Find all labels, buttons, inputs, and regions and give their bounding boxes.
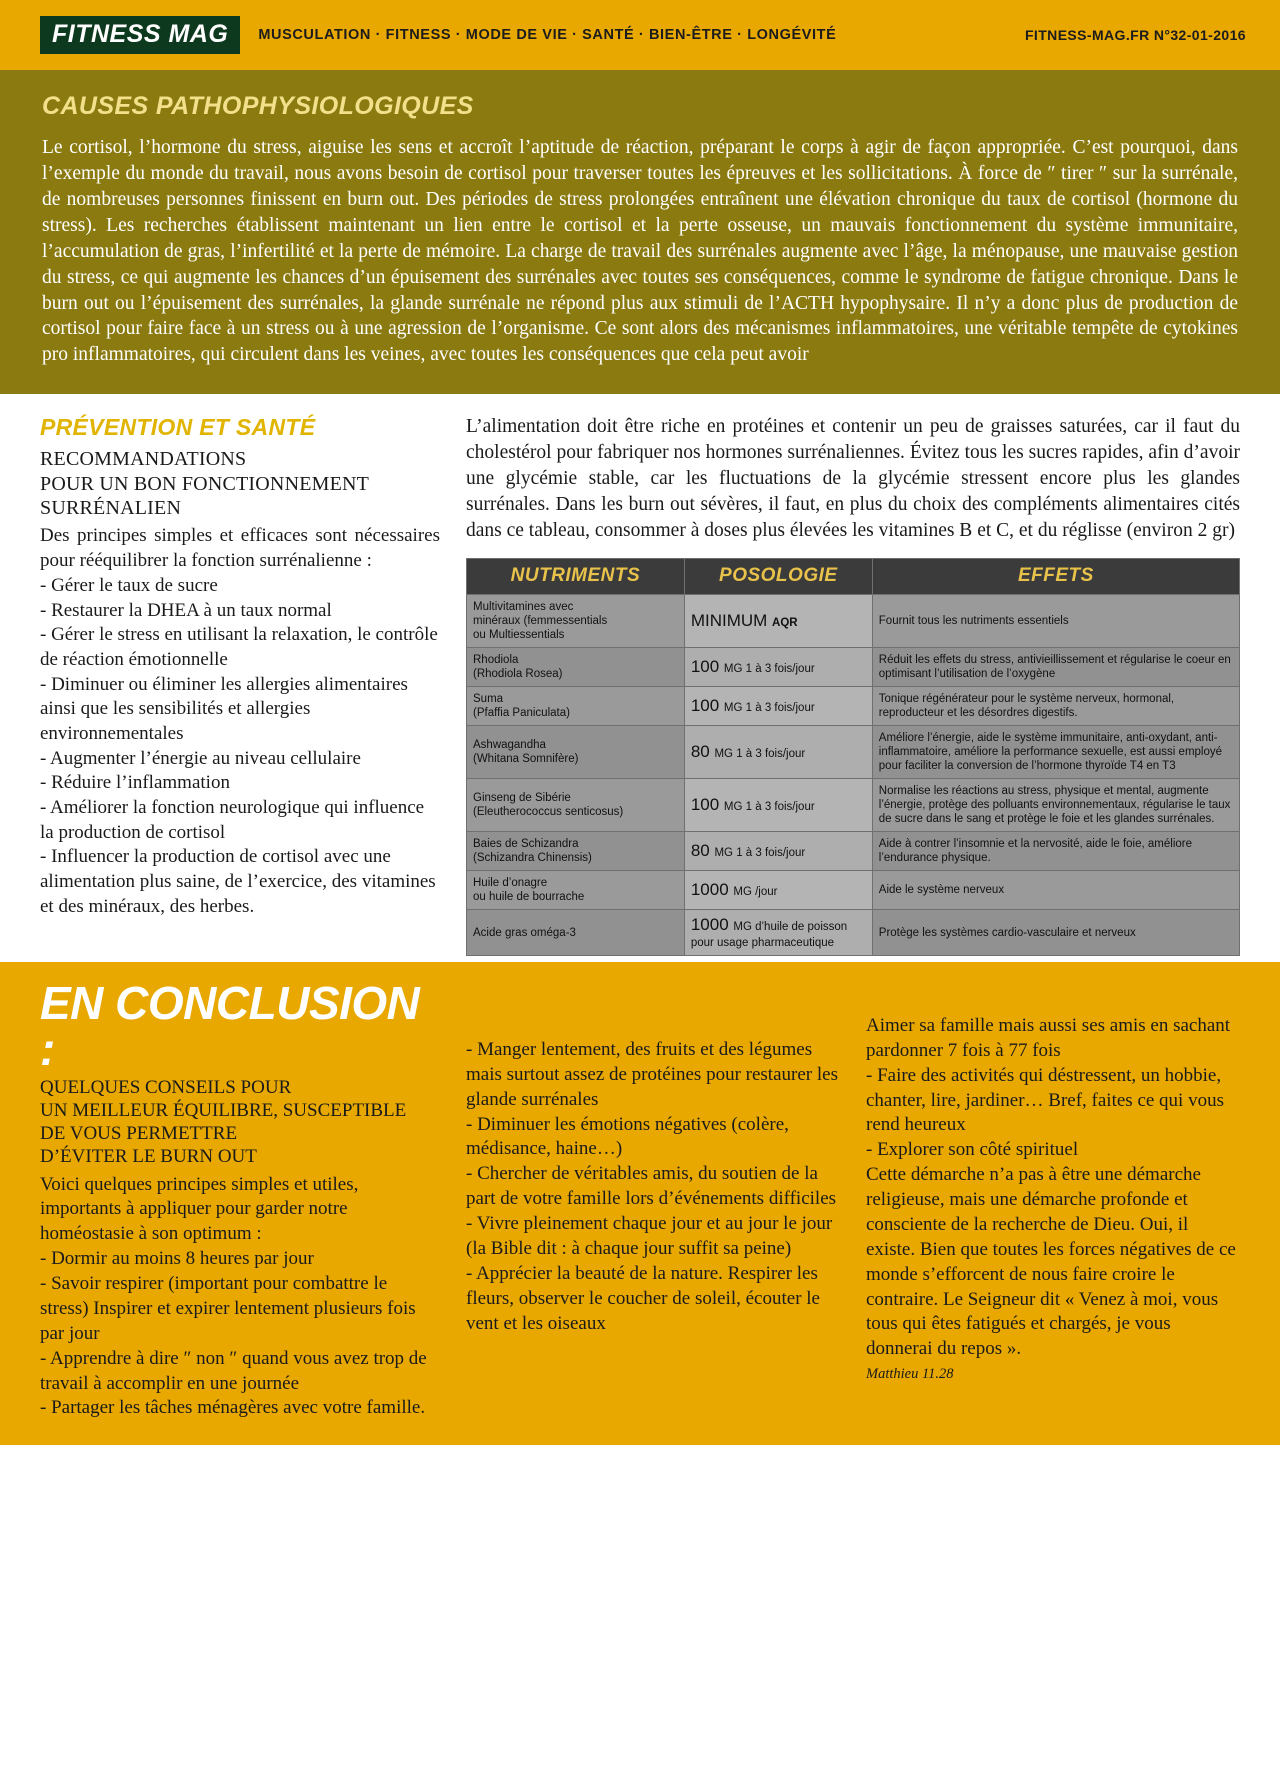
prevention-subhead: RECOMMANDATIONS POUR UN BON FONCTIONNEMENT SURRÉNALIEN	[40, 448, 370, 520]
causes-body: Le cortisol, l’hormone du stress, aiguise les sens et accroît l’aptitude de réaction, préparant le corps à agir de façon appropriée. C’est pourquoi, dans l’exemple du monde du travail, nous avons besoin de cortisol pour traverser toutes les épreuves et les sollicitations. À force de ″ tirer ″ sur la surrénale, de nombreuses personnes finissent en burn out. Des périodes de stress prolongées entraînent une élévation chronique du taux de cortisol (hormone du stress). Les recherches établissent maintenant un lien entre le cortisol et la perte osseuse, un mauvais fonctionnement du système immunitaire, l’accumulation de gras, l’infertilité et la perte de mémoire. La charge de travail des surrénales augmente avec l’âge, la ménopause, une mauvaise gestion du stress, ce qui augmente les chances d’un épuisement des surrénales avec toutes ses conséquences, comme le syndrome de fatigue chronique. Dans le burn out ou l’épuisement des surrénales, la glande surrénale ne répond plus aux stimuli de l’ACTH hypophysaire. Il n’y a donc plus de production de cortisol pour faire face à un stress ou à une agression de l’organisme. Ce sont alors des mécanismes inflammatoires, une véritable tempête de cytokines pro inflammatoires, qui circulent dans les veines, avec toutes les conséquences que cela peut avoir	[42, 137, 1238, 366]
conclusion-middle-text: - Manger lentement, des fruits et des légumes mais surtout assez de protéines pour restaurer les glande surrénales - Diminuer les émotions négatives (colère, médisance, haine…) - Chercher de véritables amis, du soutien de la part de votre famille lors d’événements difficiles - Vivre pleinement chaque jour et au jour le jour (la Bible dit : à chaque jour suffit sa peine) - Apprécier la beauté de la nature. Respirer les fleurs, observer le coucher de soleil, écouter le vent et les oiseaux	[466, 1038, 838, 1334]
masthead-issue: FITNESS-MAG.FR N°32-01-2016	[1024, 27, 1246, 43]
cell-nutriment: Ginseng de Sibérie (Eleutherococcus senticosus)	[467, 779, 685, 832]
table-row	[467, 594, 1240, 647]
nutrition-intro: L’alimentation doit être riche en protéines et contenir un peu de graisses saturées, car il faut du cholestérol pour fabriquer nos hormones surrénaliennes. Évitez tous les sucres rapides, afin d’avoir une glycémie stable, car les fluctuations de la glycémie stressent encore plus les glandes surrénales. Dans les burn out sévères, il faut, en plus du choix des compléments alimentaires cités dans ce tableau, consommer à doses plus élevées les vitamines B et C, et du réglisse (environ 2 gr)	[466, 416, 1240, 541]
cell-nutriment: Rhodiola (Rhodiola Rosea)	[467, 647, 685, 686]
conclusion-section	[0, 962, 1280, 1445]
middle-section	[0, 394, 1280, 962]
supplements-table	[466, 558, 1240, 956]
conclusion-middle-column	[466, 980, 840, 1421]
causes-title: CAUSES PATHOPHYSIOLOGIQUES	[42, 92, 474, 120]
causes-section	[0, 70, 1280, 394]
cell-nutriment: Acide gras oméga-3	[467, 910, 685, 956]
table-row	[467, 832, 1240, 871]
masthead	[0, 0, 1280, 70]
cell-posologie: 80 MG 1 à 3 fois/jour	[684, 832, 872, 871]
conclusion-left-text: Voici quelques principes simples et utiles, importants à appliquer pour garder notre homéostasie à son optimum : - Dormir au moins 8 heures par jour - Savoir respirer (important pour combattre le stress) Inspirer et expirer lentement plusieurs fois par jour - Apprendre à dire ″ non ″ quand vous avez trop de travail à accomplir en une journée - Partager les tâches ménagères avec votre famille.	[40, 1173, 427, 1419]
cell-effet: Fournit tous les nutriments essentiels	[872, 594, 1239, 647]
header-posologie: POSOLOGIE	[684, 558, 872, 594]
table-row	[467, 779, 1240, 832]
prevention-intro: Des principes simples et efficaces sont nécessaires pour rééquilibrer la fonction surrénalienne :	[40, 525, 440, 572]
cell-posologie: MINIMUM AQR	[684, 594, 872, 647]
table-row	[467, 647, 1240, 686]
conclusion-right-text: Aimer sa famille mais aussi ses amis en sachant pardonner 7 fois à 77 fois - Faire des activités qui déstressent, un hobbie, chanter, lire, jardiner… Bref, faites ce qui vous rend heureux - Explorer son côté spirituel Cette démarche n’a pas à être une démarche religieuse, mais une démarche profonde et consciente de la recherche de Dieu. Oui, il existe. Bien que toutes les forces négatives de ce monde s’efforcent de nous faire croire le contraire. Le Seigneur dit « Venez à moi, vous tous qui êtes fatigués et chargés, je vous donnerai du repos ».	[866, 1014, 1236, 1360]
nutrition-column	[466, 414, 1240, 956]
conclusion-right-column	[866, 980, 1240, 1421]
magazine-logo: FITNESS MAG	[40, 16, 240, 54]
masthead-tagline: MUSCULATION · FITNESS · MODE DE VIE · SANTÉ · BIEN-ÊTRE · LONGÉVITÉ	[258, 27, 837, 43]
table-row	[467, 910, 1240, 956]
cell-effet: Protège les systèmes cardio-vasculaire et nerveux	[872, 910, 1239, 956]
cell-posologie: 100 MG 1 à 3 fois/jour	[684, 647, 872, 686]
conclusion-subhead: QUELQUES CONSEILS POUR UN MEILLEUR ÉQUILIBRE, SUSCEPTIBLE DE VOUS PERMETTRE D’ÉVITER LE BURN OUT	[40, 1076, 407, 1168]
cell-effet: Normalise les réactions au stress, physique et mental, augmente l’énergie, protège des polluants environnementaux, régularise le taux de sucre dans le sang et protège le foie et les glandes surrénales.	[872, 779, 1239, 832]
cell-nutriment: Huile d’onagre ou huile de bourrache	[467, 871, 685, 910]
cell-posologie: 1000 MG d’huile de poisson pour usage pharmaceutique	[684, 910, 872, 956]
cell-effet: Tonique régénérateur pour le système nerveux, hormonal, reproducteur et les désordres digestifs.	[872, 686, 1239, 725]
cell-effet: Améliore l’énergie, aide le système immunitaire, anti-oxydant, anti-inflammatoire, améliore la performance sexuelle, est aussi employé pour faciliter la conversion de l’hormone thyroïde T4 en T3	[872, 726, 1239, 779]
table-header-row	[467, 558, 1240, 594]
cell-posologie: 100 MG 1 à 3 fois/jour	[684, 779, 872, 832]
cell-effet: Aide à contrer l’insomnie et la nervosité, aide le foie, améliore l’endurance physique.	[872, 832, 1239, 871]
cell-posologie: 100 MG 1 à 3 fois/jour	[684, 686, 872, 725]
cell-nutriment: Suma (Pfaffia Paniculata)	[467, 686, 685, 725]
cell-nutriment: Ashwagandha (Whitana Somnifère)	[467, 726, 685, 779]
prevention-column	[40, 414, 440, 956]
prevention-list: - Gérer le taux de sucre - Restaurer la DHEA à un taux normal - Gérer le stress en utilisant la relaxation, le contrôle de réaction émotionnelle - Diminuer ou éliminer les allergies alimentaires ainsi que les sensibilités et allergies environnementales - Augmenter l’énergie au niveau cellulaire - Réduire l’inflammation - Améliorer la fonction neurologique qui influence la production de cortisol - Influencer la production de cortisol avec une alimentation plus saine, de l’exercice, des vitamines et des minéraux, des herbes.	[40, 574, 438, 917]
conclusion-left-column	[40, 976, 440, 1421]
bible-reference: Matthieu 11.28	[866, 1366, 954, 1383]
table-row	[467, 726, 1240, 779]
cell-effet: Aide le système nerveux	[872, 871, 1239, 910]
table-row	[467, 871, 1240, 910]
header-nutriments: NUTRIMENTS	[467, 558, 685, 594]
conclusion-title: EN CONCLUSION :	[40, 976, 420, 1075]
cell-nutriment: Multivitamines avec minéraux (femmessentials ou Multiessentials	[467, 594, 685, 647]
cell-effet: Réduit les effets du stress, antivieillissement et régularise le coeur en optimisant l’utilisation de l’oxygène	[872, 647, 1239, 686]
prevention-title: PRÉVENTION ET SANTÉ	[40, 414, 316, 441]
header-effets: EFFETS	[872, 558, 1239, 594]
table-row	[467, 686, 1240, 725]
cell-nutriment: Baies de Schizandra (Schizandra Chinensis)	[467, 832, 685, 871]
cell-posologie: 80 MG 1 à 3 fois/jour	[684, 726, 872, 779]
cell-posologie: 1000 MG /jour	[684, 871, 872, 910]
